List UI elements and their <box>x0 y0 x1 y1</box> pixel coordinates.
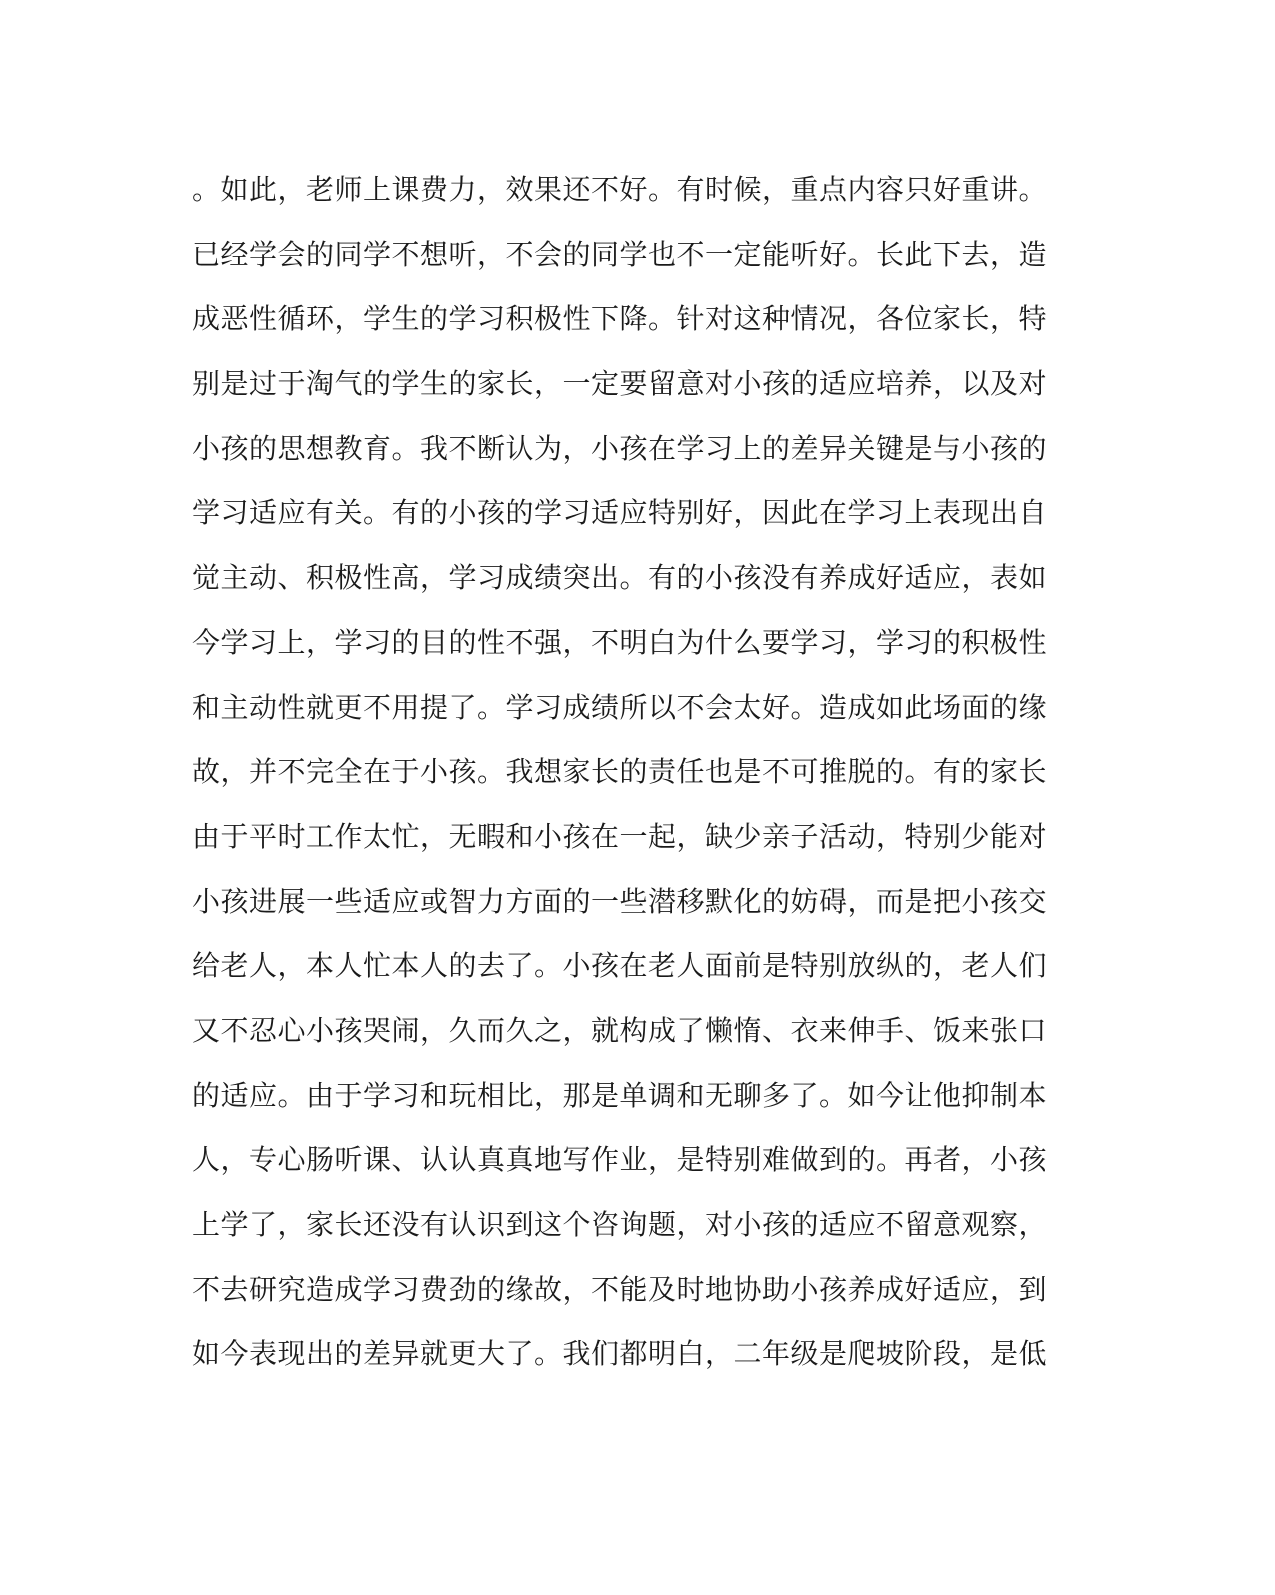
text-line: 不去研究造成学习费劲的缘故，不能及时地协助小孩养成好适应，到 <box>192 1272 1048 1306</box>
text-line: 故，并不完全在于小孩。我想家长的责任也是不可推脱的。有的家长 <box>192 755 1048 789</box>
text-line: 已经学会的同学不想听，不会的同学也不一定能听好。长此下去，造 <box>192 237 1048 271</box>
text-line: 小孩的思想教育。我不断认为，小孩在学习上的差异关键是与小孩的 <box>192 431 1048 465</box>
text-line: 和主动性就更不用提了。学习成绩所以不会太好。造成如此场面的缘 <box>192 690 1048 724</box>
text-line: 。如此，老师上课费力，效果还不好。有时候，重点内容只好重讲。 <box>192 173 1048 206</box>
text-line: 别是过于淘气的学生的家长，一定要留意对小孩的适应培养，以及对 <box>192 367 1048 401</box>
text-line: 给老人，本人忙本人的去了。小孩在老人面前是特别放纵的，老人们 <box>192 949 1048 983</box>
text-line: 如今表现出的差异就更大了。我们都明白，二年级是爬坡阶段，是低 <box>192 1337 1048 1371</box>
text-line: 成恶性循环，学生的学习积极性下降。针对这种情况，各位家长，特 <box>192 302 1048 336</box>
text-line: 小孩进展一些适应或智力方面的一些潜移默化的妨碍，而是把小孩交 <box>192 884 1048 918</box>
text-line: 觉主动、积极性高，学习成绩突出。有的小孩没有养成好适应，表如 <box>192 561 1048 595</box>
text-line: 学习适应有关。有的小孩的学习适应特别好，因此在学习上表现出自 <box>192 496 1048 530</box>
body-paragraph <box>192 158 1062 1387</box>
text-line: 今学习上，学习的目的性不强，不明白为什么要学习，学习的积极性 <box>192 625 1048 659</box>
text-line: 又不忍心小孩哭闹，久而久之，就构成了懒惰、衣来伸手、饭来张口 <box>192 1013 1048 1047</box>
text-line: 人，专心肠听课、认认真真地写作业，是特别难做到的。再者，小孩 <box>192 1143 1048 1177</box>
text-line: 的适应。由于学习和玩相比，那是单调和无聊多了。如今让他抑制本 <box>192 1078 1048 1112</box>
text-line: 上学了，家长还没有认识到这个咨询题，对小孩的适应不留意观察， <box>192 1208 1048 1241</box>
text-line: 由于平时工作太忙，无暇和小孩在一起，缺少亲子活动，特别少能对 <box>192 819 1048 853</box>
